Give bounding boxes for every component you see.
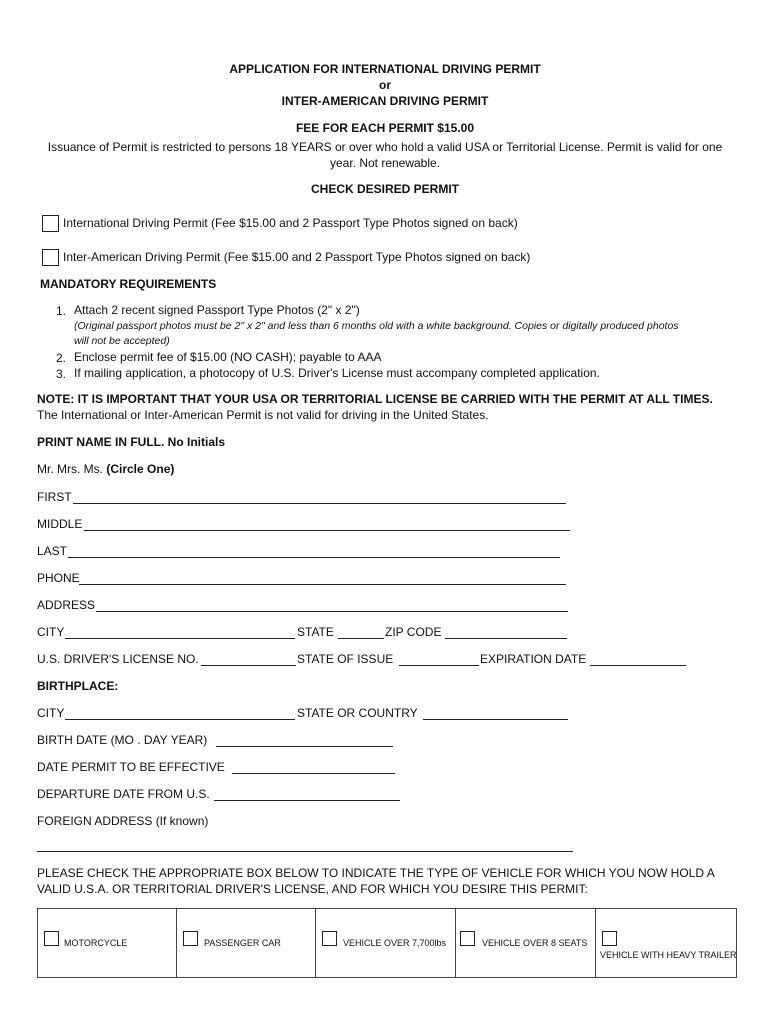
city-line[interactable] xyxy=(65,638,295,639)
heavy-trailer-checkbox[interactable] xyxy=(602,931,617,946)
foreign-address-line[interactable] xyxy=(37,851,573,852)
vehicle-instructions-2: VALID U.S.A. OR TERRITORIAL DRIVER'S LICENSE, AND FOR WHICH YOU DESIRE THIS PERMIT: xyxy=(37,882,588,896)
requirement-2: Enclose permit fee of $15.00 (NO CASH); payable to AAA xyxy=(74,350,382,364)
middle-name-line[interactable] xyxy=(84,530,570,531)
city-label: CITY xyxy=(37,625,65,639)
state-line[interactable] xyxy=(338,638,384,639)
zip-code-label: ZIP CODE xyxy=(385,625,442,639)
state-of-issue-line[interactable] xyxy=(399,665,479,666)
birth-date-label: BIRTH DATE (MO . DAY YEAR) xyxy=(37,733,208,747)
salutation-label: Mr. Mrs. Ms. xyxy=(37,462,103,476)
first-name-line[interactable] xyxy=(73,503,566,504)
phone-line[interactable] xyxy=(79,584,566,585)
foreign-address-label: FOREIGN ADDRESS (If known) xyxy=(37,814,209,828)
birth-city-label: CITY xyxy=(37,706,65,720)
last-name-line[interactable] xyxy=(68,557,560,558)
state-label: STATE xyxy=(297,625,334,639)
vehicle-instructions-1: PLEASE CHECK THE APPROPRIATE BOX BELOW TO INDICATE THE TYPE OF VEHICLE FOR WHICH YOU NOW HOLD A xyxy=(37,866,715,880)
vehicle-over-7700-label: VEHICLE OVER 7,700lbs xyxy=(343,938,447,948)
form-title-or: or xyxy=(379,78,391,92)
departure-date-line[interactable] xyxy=(214,800,400,801)
requirement-1-num: 1. xyxy=(56,304,67,318)
motorcycle-checkbox[interactable] xyxy=(44,931,59,946)
state-of-issue-label: STATE OF ISSUE xyxy=(297,652,394,666)
vehicle-type-table xyxy=(37,908,737,978)
form-title: APPLICATION FOR INTERNATIONAL DRIVING PERMIT xyxy=(229,62,541,76)
address-label: ADDRESS xyxy=(37,598,96,612)
inter-american-permit-checkbox[interactable] xyxy=(42,249,59,266)
salutation-options[interactable] xyxy=(37,462,174,476)
vehicle-cell-heavy-trailer xyxy=(596,909,736,977)
state-or-country-label: STATE OR COUNTRY xyxy=(297,706,418,720)
requirement-1: Attach 2 recent signed Passport Type Photos (2" x 2") xyxy=(74,303,360,317)
international-permit-label: International Driving Permit (Fee $15.00 and 2 Passport Type Photos signed on back) xyxy=(63,216,518,230)
expiration-date-label: EXPIRATION DATE xyxy=(480,652,587,666)
effective-date-line[interactable] xyxy=(232,773,395,774)
vehicle-cell-passenger-car xyxy=(177,909,316,977)
birthplace-heading: BIRTHPLACE: xyxy=(37,679,119,693)
check-desired-heading: CHECK DESIRED PERMIT xyxy=(310,182,459,196)
passenger-car-checkbox[interactable] xyxy=(183,931,198,946)
print-name-heading: PRINT NAME IN FULL. No Initials xyxy=(37,435,225,449)
issuance-line-2: year. Not renewable. xyxy=(329,156,441,170)
expiration-date-line[interactable] xyxy=(590,665,686,666)
vehicle-cell-over-8-seats xyxy=(456,909,596,977)
departure-date-label: DEPARTURE DATE FROM U.S. xyxy=(37,787,210,801)
inter-american-permit-label: Inter-American Driving Permit (Fee $15.00 and 2 Passport Type Photos signed on back) xyxy=(63,250,531,264)
requirement-3-num: 3. xyxy=(56,367,67,381)
requirements-heading: MANDATORY REQUIREMENTS xyxy=(40,277,217,291)
heavy-trailer-label: VEHICLE WITH HEAVY TRAILER xyxy=(600,950,737,960)
validity-note: The International or Inter-American Permit is not valid for driving in the United States. xyxy=(37,408,489,422)
zip-code-line[interactable] xyxy=(445,638,567,639)
birth-city-line[interactable] xyxy=(65,719,295,720)
effective-date-label: DATE PERMIT TO BE EFFECTIVE xyxy=(37,760,225,774)
vehicle-over-7700-checkbox[interactable] xyxy=(322,931,337,946)
motorcycle-label: MOTORCYCLE xyxy=(64,938,128,948)
requirement-1-note-2: will not be accepted) xyxy=(74,335,170,347)
state-or-country-line[interactable] xyxy=(423,719,568,720)
vehicle-over-8-seats-label: VEHICLE OVER 8 SEATS xyxy=(482,938,588,948)
phone-label: PHONE xyxy=(37,571,80,585)
first-name-label: FIRST xyxy=(37,490,72,504)
middle-name-label: MIDDLE xyxy=(37,517,83,531)
passenger-car-label: PASSENGER CAR xyxy=(204,938,281,948)
vehicle-cell-motorcycle xyxy=(38,909,177,977)
last-name-label: LAST xyxy=(37,544,68,558)
birth-date-line[interactable] xyxy=(216,746,393,747)
license-number-label: U.S. DRIVER'S LICENSE NO. xyxy=(37,652,199,666)
requirement-2-num: 2. xyxy=(56,351,67,365)
issuance-line-1: Issuance of Permit is restricted to persons 18 YEARS or over who hold a valid USA or Territorial License. Permit is valid for one xyxy=(47,140,723,154)
form-subtitle: INTER-AMERICAN DRIVING PERMIT xyxy=(281,94,489,108)
vehicle-cell-over-7700 xyxy=(316,909,456,977)
requirement-1-note-1: (Original passport photos must be 2" x 2" and less than 6 months old with a white background. Copies or digitally produced photos xyxy=(74,320,679,332)
important-note: NOTE: IT IS IMPORTANT THAT YOUR USA OR TERRITORIAL LICENSE BE CARRIED WITH THE PERMIT AT ALL TIMES. xyxy=(37,392,713,406)
fee-heading: FEE FOR EACH PERMIT $15.00 xyxy=(295,121,475,135)
requirement-3: If mailing application, a photocopy of U.S. Driver's License must accompany completed application. xyxy=(74,366,600,380)
international-permit-checkbox[interactable] xyxy=(42,215,59,232)
circle-one-label: (Circle One) xyxy=(106,462,175,476)
vehicle-over-8-seats-checkbox[interactable] xyxy=(460,931,475,946)
address-line[interactable] xyxy=(96,611,568,612)
license-number-line[interactable] xyxy=(201,665,296,666)
